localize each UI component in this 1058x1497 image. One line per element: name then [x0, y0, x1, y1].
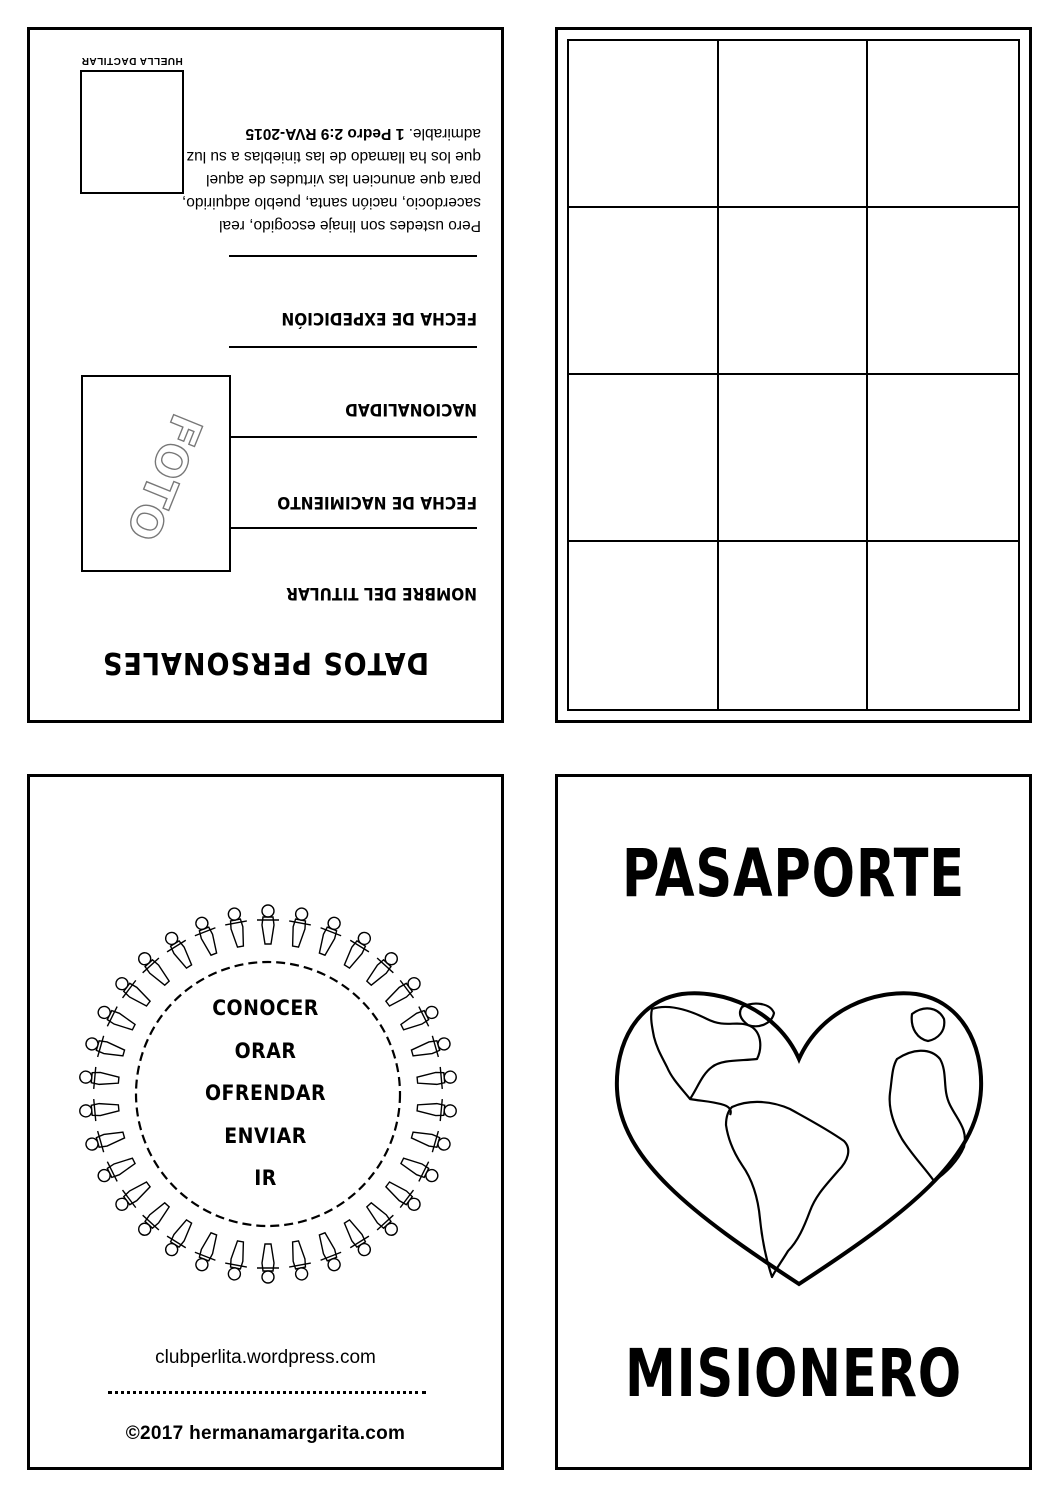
word-conocer: CONOCER	[212, 996, 319, 1020]
photo-placeholder-icon	[83, 377, 229, 570]
cover-title-bottom: MISIONERO	[624, 1335, 963, 1412]
stamp-cell[interactable]	[719, 542, 869, 709]
child-figure	[312, 1230, 347, 1274]
child-figure	[222, 906, 251, 948]
child-figure	[189, 914, 224, 958]
child-figure	[312, 914, 347, 958]
child-figure	[338, 1216, 377, 1261]
mission-page	[27, 774, 504, 1470]
dotted-line[interactable]	[108, 1391, 426, 1394]
child-figure	[285, 906, 314, 948]
verse-line: sacerdocio, nación santa, pueblo adquirido,	[181, 194, 481, 211]
nationality-line[interactable]	[229, 346, 477, 348]
verse-line: Pero ustedes son linaje escogido, real	[219, 217, 481, 234]
copyright-text: ©2017 hermanamargarita.com	[125, 1423, 406, 1444]
personal-data-title: DATOS PERSONALES	[101, 645, 430, 680]
stamp-cell[interactable]	[569, 41, 719, 208]
holder-name-label: NOMBRE DEL TITULAR	[286, 583, 477, 603]
cover-title-top: PASAPORTE	[621, 835, 966, 912]
stamp-cell[interactable]	[569, 208, 719, 375]
cover-page	[555, 774, 1032, 1470]
birth-date-label: FECHA DE NACIMIENTO	[277, 492, 477, 512]
bible-verse	[171, 122, 481, 237]
photo-box[interactable]	[81, 375, 231, 572]
child-figure	[159, 1216, 198, 1261]
stamp-cell[interactable]	[569, 542, 719, 709]
child-figure	[285, 1239, 314, 1281]
child-figure	[338, 928, 377, 973]
holder-name-line[interactable]	[229, 527, 477, 529]
verse-line-end: admirable.	[408, 125, 481, 142]
child-figure	[133, 1197, 176, 1241]
mission-words	[30, 987, 501, 1200]
child-figure	[133, 947, 176, 991]
issue-date-line[interactable]	[229, 255, 477, 257]
verse-line: para que anuncien las virtudes de aquel	[206, 171, 481, 188]
personal-data-page	[27, 27, 504, 723]
verse-reference: 1 Pedro 2:9 RVA-2015	[245, 125, 405, 142]
child-figure	[257, 905, 279, 944]
word-ofrendar: OFRENDAR	[204, 1081, 327, 1105]
nationality-label: NACIONALIDAD	[345, 399, 477, 419]
child-figure	[222, 1239, 251, 1281]
word-enviar: ENVIAR	[224, 1123, 307, 1148]
stamps-page	[555, 27, 1032, 723]
personal-data-content	[30, 30, 501, 720]
word-ir: IR	[254, 1166, 277, 1190]
stamp-cell[interactable]	[569, 375, 719, 542]
stamp-cell[interactable]	[719, 208, 869, 375]
photo-label: FOTO	[115, 406, 212, 548]
stamp-cell[interactable]	[868, 208, 1018, 375]
fingerprint-box[interactable]	[80, 70, 184, 194]
stamp-cell[interactable]	[719, 375, 869, 542]
stamp-grid	[567, 39, 1020, 711]
fingerprint-label: HUELLA DACTILAR	[81, 55, 183, 66]
child-figure	[189, 1230, 224, 1274]
birth-date-line[interactable]	[229, 436, 477, 438]
stamp-cell[interactable]	[868, 41, 1018, 208]
child-figure	[361, 947, 404, 991]
child-figure	[361, 1197, 404, 1241]
word-orar: ORAR	[234, 1038, 297, 1063]
stamp-cell[interactable]	[868, 375, 1018, 542]
heart-globe-icon	[612, 989, 986, 1289]
verse-line: que los ha llamado de las tinieblas a su luz	[186, 148, 481, 165]
verse-line	[171, 122, 481, 145]
stamp-cell[interactable]	[719, 41, 869, 208]
child-figure	[257, 1244, 279, 1283]
website-text: clubperlita.wordpress.com	[155, 1347, 376, 1368]
stamp-cell[interactable]	[868, 542, 1018, 709]
issue-date-label: FECHA DE EXPEDICIÓN	[281, 308, 477, 328]
child-figure	[159, 928, 198, 973]
